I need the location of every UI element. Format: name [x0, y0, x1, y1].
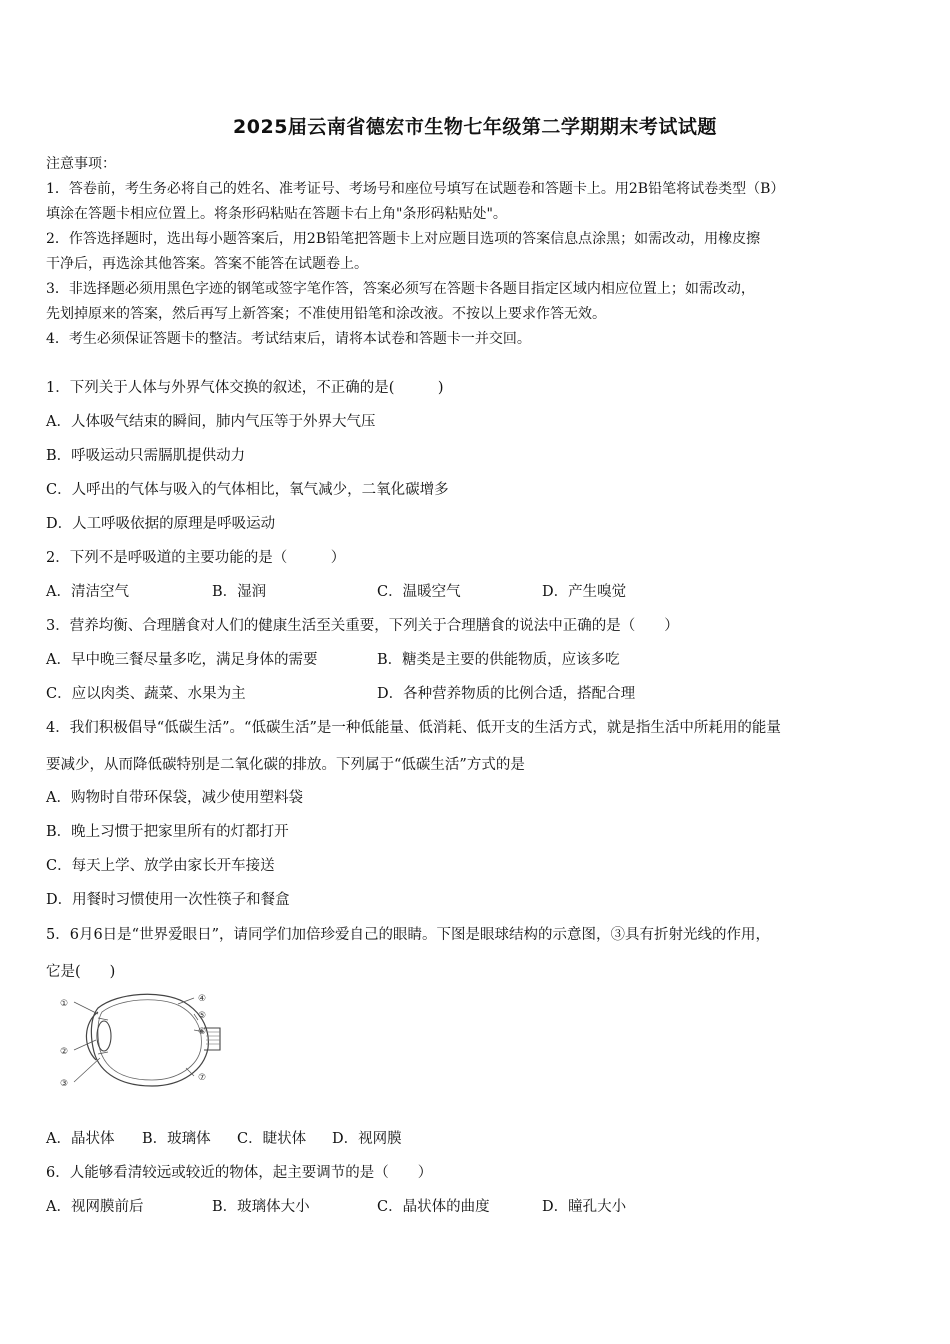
question-5-stem-line-1: 5．6月6日是“世界爱眼日”，请同学们加倍珍爱自己的眼睛。下图是眼球结构的示意图，③具有折射光线的作用，: [46, 927, 770, 943]
question-4-option-b: B．晚上习惯于把家里所有的灯都打开: [46, 824, 289, 840]
notice-line: 3．非选择题必须用黑色字迹的钢笔或签字笔作答，答案必须写在答题卡各题目指定区域内相应位置上；如需改动，: [46, 281, 755, 297]
question-1-option-b: B．呼吸运动只需膈肌提供动力: [46, 448, 246, 464]
notice-line: 1．答卷前，考生务必将自己的姓名、准考证号、考场号和座位号填写在试题卷和答题卡上。用2B铅笔将试卷类型（B）: [46, 181, 785, 197]
page-title: 2025届云南省德宏市生物七年级第二学期期末考试试题: [233, 116, 717, 138]
question-6-option-d: D．瞳孔大小: [542, 1199, 627, 1215]
eyeball-diagram: [58, 988, 223, 1092]
question-6-option-c: C．晶状体的曲度: [377, 1199, 490, 1215]
question-5-option-a: A．晶状体: [46, 1131, 115, 1147]
leader-lines: [74, 998, 207, 1083]
notice-line: 2．作答选择题时，选出每小题答案后，用2B铅笔把答题卡上对应题目选项的答案信息点涂黑；如需改动，用橡皮擦: [46, 231, 761, 247]
question-2-option-b: B．湿润: [212, 584, 267, 600]
iris-line-bottom: [98, 1052, 108, 1054]
optic-nerve: [204, 1028, 220, 1050]
question-2-option-c: C．温暖空气: [377, 584, 461, 600]
question-2-option-d: D．产生嗅觉: [542, 584, 627, 600]
figure-label-2: ②: [60, 1047, 69, 1057]
notice-heading: 注意事项：: [46, 156, 116, 172]
question-3-option-c: C．应以肉类、蔬菜、水果为主: [46, 686, 246, 702]
figure-label-3: ③: [60, 1079, 69, 1089]
question-1-option-d: D．人工呼吸依据的原理是呼吸运动: [46, 516, 276, 532]
question-6-option-b: B．玻璃体大小: [212, 1199, 310, 1215]
lens-shape: [97, 1021, 111, 1051]
question-4-option-a: A．购物时自带环保袋，减少使用塑料袋: [46, 790, 303, 806]
question-6-stem: 6．人能够看清较远或较近的物体，起主要调节的是（ ）: [46, 1165, 433, 1181]
question-2-stem: 2．下列不是呼吸道的主要功能的是（ ）: [46, 550, 346, 566]
question-5-option-b: B．玻璃体: [142, 1131, 211, 1147]
question-1-option-c: C．人呼出的气体与吸入的气体相比，氧气减少，二氧化碳增多: [46, 482, 449, 498]
notice-line: 干净后，再选涂其他答案。答案不能答在试题卷上。: [46, 256, 368, 272]
question-3-option-b: B．糖类是主要的供能物质，应该多吃: [377, 652, 620, 668]
question-3-option-d: D．各种营养物质的比例合适，搭配合理: [377, 686, 636, 702]
notice-line: 填涂在答题卡相应位置上。将条形码粘贴在答题卡右上角"条形码粘贴处"。: [46, 206, 507, 222]
question-6-option-a: A．视网膜前后: [46, 1199, 144, 1215]
figure-label-7: ⑦: [198, 1073, 207, 1083]
question-4-option-d: D．用餐时习惯使用一次性筷子和餐盒: [46, 892, 290, 908]
figure-label-6: ⑥: [198, 1027, 207, 1037]
question-4-stem-line-1: 4．我们积极倡导“低碳生活”。“低碳生活”是一种低能量、低消耗、低开支的生活方式，就是指生活中所耗用的能量: [46, 720, 781, 736]
figure-label-1: ①: [60, 999, 69, 1009]
question-5-stem-line-2: 它是( ): [46, 964, 116, 980]
notice-section: [46, 152, 916, 352]
figure-label-5: ⑤: [198, 1011, 207, 1021]
question-1-option-a: A．人体吸气结束的瞬间，肺内气压等于外界大气压: [46, 414, 376, 430]
question-3-option-a: A．早中晚三餐尽量多吃，满足身体的需要: [46, 652, 318, 668]
eyeball-outline: [91, 994, 208, 1086]
question-4-stem-line-2: 要减少，从而降低碳特别是二氧化碳的排放。下列属于“低碳生活”方式的是: [46, 757, 525, 773]
question-2-option-a: A．清洁空气: [46, 584, 129, 600]
figure-label-4: ④: [198, 994, 207, 1004]
question-3-stem: 3．营养均衡、合理膳食对人们的健康生活至关重要，下列关于合理膳食的说法中正确的是（ ）: [46, 618, 679, 634]
notice-line: 先划掉原来的答案，然后再写上新答案；不准使用铅笔和涂改液。不按以上要求作答无效。: [46, 306, 606, 322]
question-4-option-c: C．每天上学、放学由家长开车接送: [46, 858, 275, 874]
notice-line: 4．考生必须保证答题卡的整洁。考试结束后，请将本试卷和答题卡一并交回。: [46, 331, 531, 347]
question-1-stem: 1．下列关于人体与外界气体交换的叙述，不正确的是( ): [46, 380, 444, 396]
question-5-option-d: D．视网膜: [332, 1131, 402, 1147]
question-5-option-c: C．睫状体: [237, 1131, 307, 1147]
